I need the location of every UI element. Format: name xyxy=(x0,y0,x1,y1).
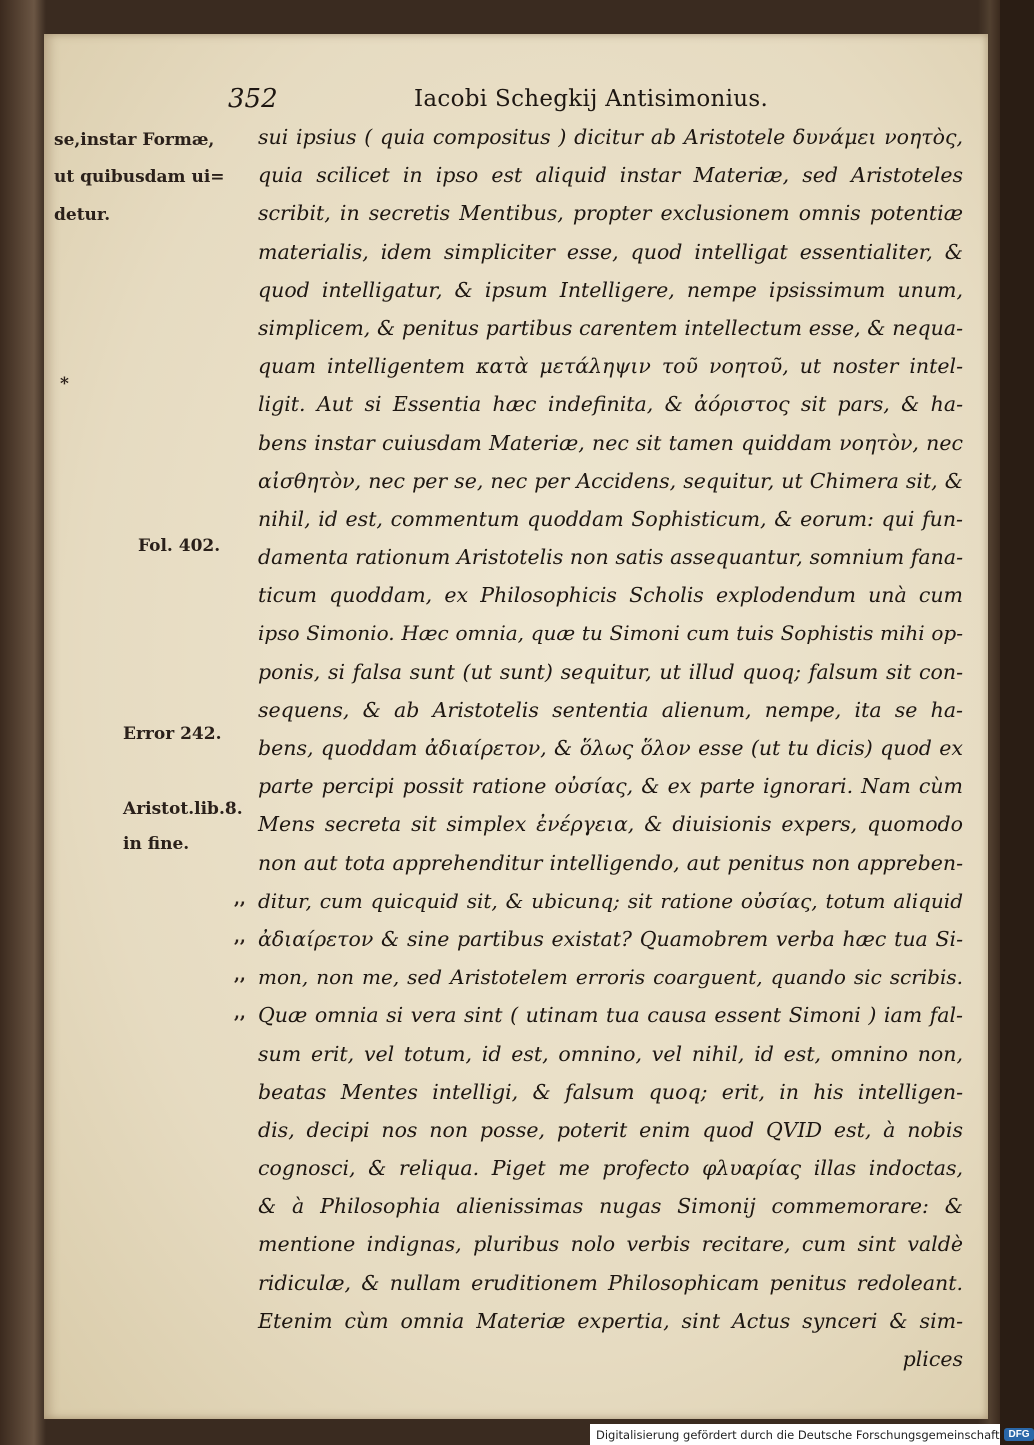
text-line: ἀδιαίρετον & sine partibus existat? Quamobrem verba hæc tua Si- xyxy=(258,926,963,951)
margin-asterisk: * xyxy=(60,374,69,394)
text-line: dis, decipi nos non posse, poterit enim quod QVID est, à nobis xyxy=(258,1117,963,1142)
text-line: cognosci, & reliqua. Piget me profecto φλυαρίας illas indoctas, xyxy=(258,1156,963,1181)
running-head: Iacobi Schegkij Antisimonius. xyxy=(414,86,769,112)
page-number: 352 xyxy=(228,84,278,114)
text-line: quod intelligatur, & ipsum Intelligere, nempe ipsissimum unum, xyxy=(258,277,963,302)
quote-mark: ,, xyxy=(234,1003,246,1023)
quote-mark: ,, xyxy=(234,927,246,947)
text-line: materialis, idem simpliciter esse, quod intelligat essentialiter, & xyxy=(258,239,963,264)
main-text xyxy=(258,118,963,1378)
text-line: beatas Mentes intelligi, & falsum quoq; erit, in his intelligen- xyxy=(258,1079,963,1104)
text-line: ticum quoddam, ex Philosophicis Scholis explodendum unà cum xyxy=(258,583,963,608)
catchword: plices xyxy=(902,1347,963,1371)
text-line: ponis, si falsa sunt (ut sunt) sequitur, ut illud quoq; falsum sit con- xyxy=(258,659,963,684)
quote-mark: ,, xyxy=(234,889,246,909)
text-line: parte percipi possit ratione οὐσίας, & ex parte ignorari. Nam cùm xyxy=(258,774,963,799)
text-line: non aut tota apprehenditur intelligendo, aut penitus non appreben- xyxy=(258,850,963,875)
funding-credit: Digitalisierung gefördert durch die Deutsche Forschungsgemeinschaft xyxy=(596,1427,1000,1442)
text-line: simplicem, & penitus partibus carentem intellectum esse, & nequa- xyxy=(258,315,963,340)
margin-note: se,instar Formæ, xyxy=(54,130,215,150)
margin-note-folio: Fol. 402. xyxy=(138,536,221,556)
text-line: nihil, id est, commentum quoddam Sophisticum, & eorum: qui fun- xyxy=(258,506,963,531)
text-line: mentione indignas, pluribus nolo verbis recitare, cum sint valdè xyxy=(258,1232,963,1257)
margin-note: ut quibusdam ui= xyxy=(54,167,225,187)
text-line: damenta rationum Aristotelis non satis assequantur, somnium fana- xyxy=(258,545,963,570)
text-line: bens, quoddam ἀδιαίρετον, & ὅλως ὅλον esse (ut tu dicis) quod ex xyxy=(258,736,963,760)
text-line: ligit. Aut si Essentia hæc indefinita, & ἀόριστος sit pars, & ha- xyxy=(258,392,963,417)
text-line: Mens secreta sit simplex ἐνέργεια, & diuisionis expers, quomodo xyxy=(258,812,963,837)
text-line: ditur, cum quicquid sit, & ubicunq; sit ratione οὐσίας, totum aliquid xyxy=(258,888,963,913)
text-line: sum erit, vel totum, id est, omnino, vel nihil, id est, omnino non, xyxy=(258,1041,963,1066)
margin-note: detur. xyxy=(54,205,111,225)
text-line: quia scilicet in ipso est aliquid instar Materiæ, sed Aristoteles xyxy=(258,163,963,188)
text-line: sui ipsius ( quia compositus ) dicitur ab Aristotele δυνάμει νοητὸς, xyxy=(258,125,963,149)
text-line: ipso Simonio. Hæc omnia, quæ tu Simoni cum tuis Sophistis mihi op- xyxy=(258,621,963,646)
quote-mark: ,, xyxy=(234,965,246,985)
margin-note-reference: in fine. xyxy=(123,834,190,854)
text-line: αἰσθητὸν, nec per se, nec per Accidens, sequitur, ut Chimera sit, & xyxy=(258,468,963,493)
text-line: & à Philosophia alienissimas nugas Simonij commemorare: & xyxy=(258,1194,963,1219)
margin-column xyxy=(54,34,269,1419)
text-line: Quæ omnia si vera sint ( utinam tua causa essent Simoni ) iam fal- xyxy=(258,1003,963,1028)
margin-note-reference: Aristot.lib.8. xyxy=(123,799,243,819)
dfg-logo: DFG xyxy=(1004,1428,1033,1441)
text-line: ridiculæ, & nullam eruditionem Philosophicam penitus redoleant. xyxy=(258,1270,963,1295)
text-line: mon, non me, sed Aristotelem erroris coarguent, quando sic scribis. xyxy=(258,965,963,990)
text-line: scribit, in secretis Mentibus, propter exclusionem omnis potentiæ xyxy=(258,201,963,226)
text-line: bens instar cuiusdam Materiæ, nec sit tamen quiddam νοητὸν, nec xyxy=(258,430,963,455)
margin-note-error: Error 242. xyxy=(123,724,222,744)
text-line: Etenim cùm omnia Materiæ expertia, sint Actus synceri & sim- xyxy=(258,1308,963,1333)
book-page xyxy=(44,34,988,1419)
text-line: quam intelligentem κατὰ μετάληψιν τοῦ νοητοῦ, ut noster intel- xyxy=(258,354,963,379)
text-line: sequens, & ab Aristotelis sententia alienum, nempe, ita se ha- xyxy=(258,697,963,722)
digitization-footer xyxy=(590,1424,1030,1445)
